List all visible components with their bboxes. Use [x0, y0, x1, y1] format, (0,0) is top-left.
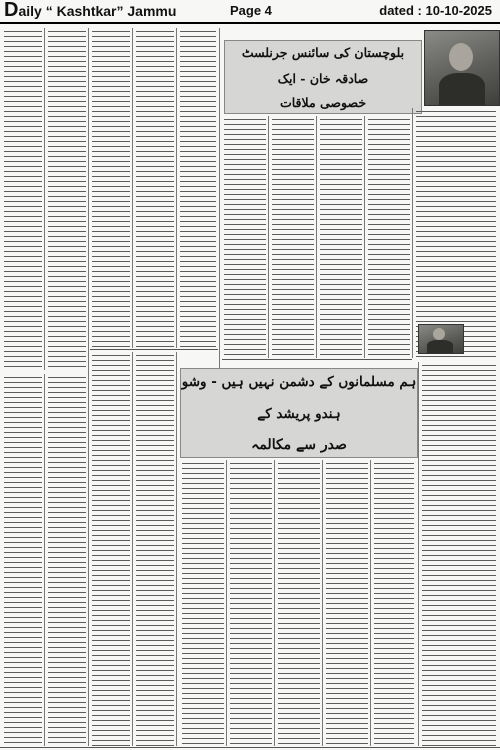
text-column: [228, 460, 274, 746]
headline-middle: [180, 368, 418, 458]
text-column: [2, 374, 44, 746]
text-column: [276, 460, 322, 746]
newspaper-name: Daily “ Kashtkar” Jammu: [4, 0, 177, 21]
text-column: [270, 116, 316, 358]
text-column: [90, 28, 132, 348]
inset-photo: [418, 324, 464, 354]
headline-top-line1: بلوچستان کی سائنس جرنلسٹ صادقہ خان - ایک: [241, 45, 405, 86]
text-column: [222, 116, 268, 358]
text-column: [318, 116, 364, 358]
text-column: [134, 352, 176, 746]
text-column: [46, 374, 88, 746]
page-number: Page 4: [230, 3, 272, 18]
text-column: [2, 28, 44, 370]
headline-top-line2: خصوصی ملاقات: [279, 95, 367, 110]
text-column: [178, 28, 218, 348]
text-column: [46, 28, 88, 370]
text-column: [420, 362, 498, 746]
headline-middle-line2: صدر سے مکالمہ: [251, 437, 347, 453]
text-column: [134, 28, 176, 348]
journalist-photo: [424, 30, 500, 106]
text-column: [90, 352, 132, 746]
text-column: [180, 460, 226, 746]
text-column: [372, 460, 416, 746]
masthead: [0, 0, 500, 24]
text-column: [324, 460, 370, 746]
text-column: [366, 116, 412, 358]
headline-middle-line1: ہم مسلمانوں کے دشمن نہیں ہیں - وشو ہندو پریشد کے: [181, 374, 417, 422]
issue-date: dated : 10-10-2025: [379, 3, 492, 18]
headline-top: [224, 40, 422, 114]
text-column: [414, 108, 498, 358]
